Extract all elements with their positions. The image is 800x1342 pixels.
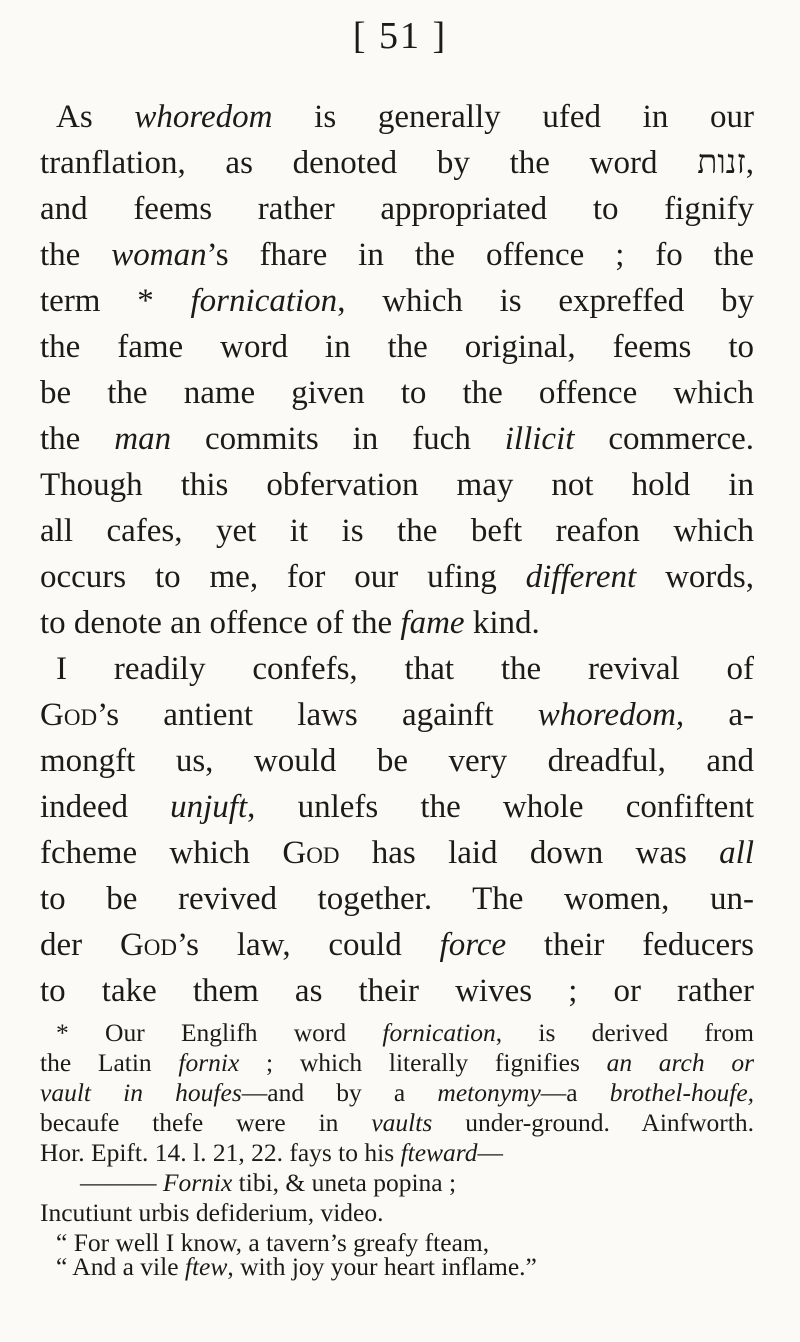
text-line: term * fornication, which is expreffed by — [40, 283, 754, 319]
text-line: indeed unjuft, unlefs the whole confiftent — [40, 789, 754, 825]
footnote-line: becaufe thefe were in vaults under-ground. Ainfworth. — [40, 1108, 755, 1137]
footnote-line: vault in houfes—and by a metonymy—a brothel-houfe, — [40, 1078, 755, 1107]
text-line: I readily confefs, that the revival of — [56, 651, 754, 687]
text-line: God’s antient laws againft whoredom, a- — [40, 697, 754, 733]
text-line: the fame word in the original, feems to — [40, 329, 754, 365]
verse-line: Incutiunt urbis defiderium, video. — [40, 1198, 384, 1227]
text-line: to be revived together. The women, un- — [40, 881, 754, 917]
footnote-line: Hor. Epift. 14. l. 21, 22. fays to his fteward— — [40, 1138, 504, 1167]
text-line: Though this obfervation may not hold in — [40, 467, 754, 503]
text-line: der God’s law, could force their feducers — [40, 927, 754, 963]
text-line: to take them as their wives ; or rather — [40, 973, 754, 1009]
verse-line: “ And a vile ftew, with joy your heart inflame.” — [56, 1252, 537, 1281]
text-line: the woman’s fhare in the offence ; fo the — [40, 237, 754, 273]
footnote-line: * Our Englifh word fornication, is derived from — [56, 1018, 754, 1047]
text-line: be the name given to the offence which — [40, 375, 754, 411]
text-line: occurs to me, for our ufing different words, — [40, 559, 754, 595]
text-line: and feems rather appropriated to fignify — [40, 191, 754, 227]
text-line: the man commits in fuch illicit commerce. — [40, 421, 755, 457]
text-line: to denote an offence of the fame kind. — [40, 605, 540, 641]
footnote-line: the Latin fornix ; which literally fignifies an arch or — [40, 1048, 754, 1077]
verse-line: “ For well I know, a tavern’s greafy fteam, — [56, 1228, 490, 1257]
text-line: As whoredom is generally ufed in our — [56, 99, 754, 135]
text-line: fcheme which God has laid down was all — [40, 835, 754, 871]
text-line: mongft us, would be very dreadful, and — [40, 743, 754, 779]
page-number: [ 51 ] — [352, 15, 448, 57]
text-line: all cafes, yet it is the beft reafon which — [40, 513, 754, 549]
verse-line: ——— Fornix tibi, & uneta popina ; — [80, 1168, 457, 1197]
text-line: tranflation, as denoted by the word זנות, — [40, 145, 754, 181]
